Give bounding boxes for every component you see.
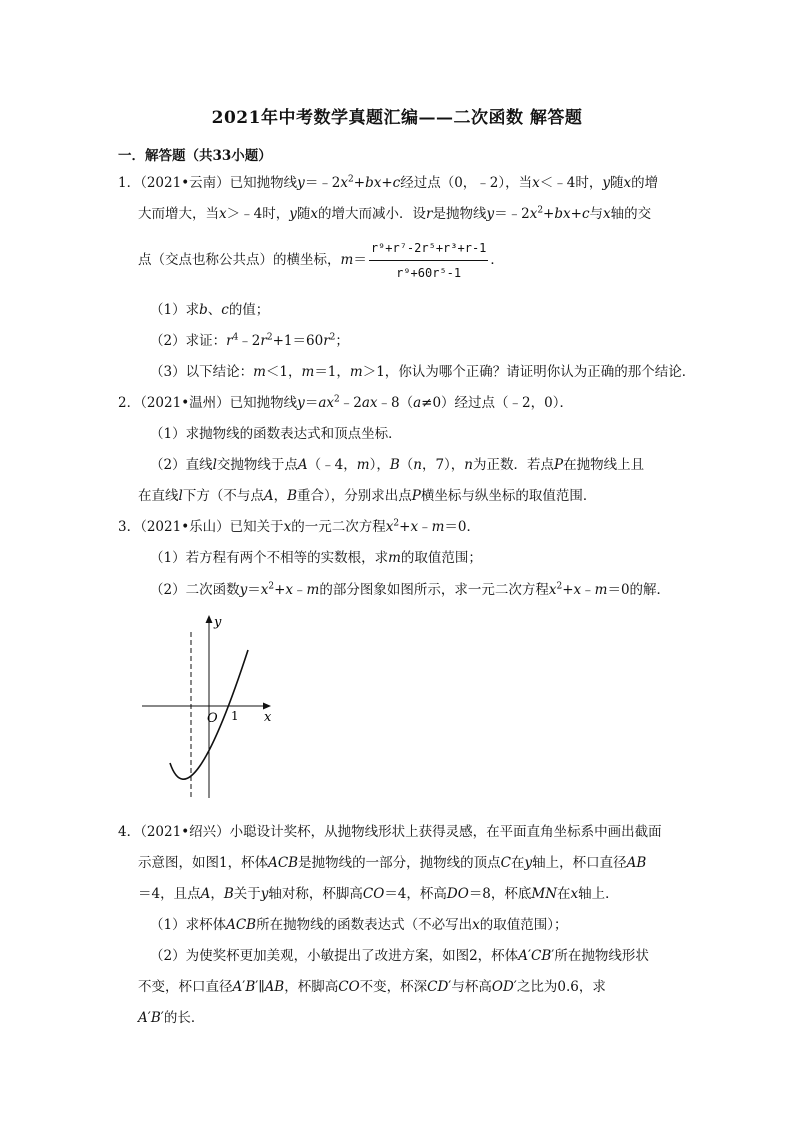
q2-part-2-cont: 在直线l下方（不与点A，B重合），分别求出点P横坐标与纵坐标的取值范围． <box>138 488 597 504</box>
y-axis-label: y <box>214 615 222 630</box>
q4-line-3: ＝4，且点A，B关于y轴对称，杯脚高CO＝4，杯高DO＝8，杯底MN在x轴上． <box>138 886 619 902</box>
q4-part-2: （2）为使奖杯更加美观，小敏提出了改进方案，如图2，杯体A′CB′所在抛物线形状 <box>150 948 649 964</box>
y-axis-arrow <box>206 615 213 623</box>
q1-line-2: 大而增大，当x＞﹣4时，y随x的增大而减小．设r是抛物线$y=﹣2x^2+bx+c$与x轴的交 <box>138 205 652 222</box>
q4-part-1: （1）求杯体ACB所在抛物线的函数表达式（不必写出x的取值范围）； <box>150 917 568 933</box>
q4-part-2-cont: 不变，杯口直径A′B′∥AB，杯脚高CO不变，杯深CD′与杯高OD′之比为0.6，求 <box>138 979 606 995</box>
section-heading: 一．解答题（共33小题） <box>118 148 272 164</box>
q3-part-2: （2）二次函数$y=x^2+x﹣m$的部分图象如图所示，求一元二次方程$x^2+x﹣m=0$的解． <box>150 581 671 598</box>
parabola-figure <box>140 612 280 802</box>
q1-line-1: 1．（2021•云南）已知抛物线$y=﹣2x^2+bx+c$经过点（0，﹣2），当x＜﹣4时，y随x的增 <box>118 174 659 191</box>
q1-part-3: （3）以下结论：m＜1，m＝1，m＞1，你认为哪个正确？请证明你认为正确的那个结论． <box>150 364 696 380</box>
q3-part-1: （1）若方程有两个不相等的实数根，求m的取值范围； <box>150 550 482 566</box>
q1-part-1: （1）求b、c的值； <box>150 302 270 318</box>
q4-part-2-end: A′B′的长． <box>138 1010 205 1026</box>
q1-part-2: （2）求证：$r^4﹣2r^2+1=60r^2$； <box>150 332 349 349</box>
q3-line-1: 3．（2021•乐山）已知关于x的一元二次方程$x^2+x﹣m=0$． <box>118 518 480 535</box>
x-axis-label: x <box>264 710 272 725</box>
m-fraction: $\frac{\text{r⁹+r⁷-2r⁵+r³+r-1}}{\text{r⁹+60r⁵-1}}$ <box>369 238 489 283</box>
origin-label: O <box>207 711 218 726</box>
document-title: 2021年中考数学真题汇编——二次函数 解答题 <box>211 108 583 128</box>
q2-part-2: （2）直线l交抛物线于点A（﹣4，m），B（n，7），n为正数．若点P在抛物线上且 <box>150 457 645 473</box>
q4-line-2: 示意图，如图1，杯体ACB是抛物线的一部分，抛物线的顶点C在y轴上，杯口直径AB <box>138 855 647 871</box>
q4-line-1: 4．（2021•绍兴）小聪设计奖杯，从抛物线形状上获得灵感，在平面直角坐标系中画出截面 <box>118 824 662 840</box>
tick-label-1: 1 <box>231 709 239 723</box>
x-axis-arrow <box>263 703 271 710</box>
q2-part-1: （1）求抛物线的函数表达式和顶点坐标． <box>150 426 402 442</box>
q2-line-1: 2．（2021•温州）已知抛物线$y=ax^2﹣2ax﹣8(a\ne 0)$经过点（﹣2，0）． <box>118 394 573 411</box>
q1-line-3: 点（交点也称公共点）的横坐标，m＝ $\frac{\text{r⁹+r⁷-2r⁵+r³+r-1}}{\text{r⁹+60r⁵-1}}$ ． <box>138 238 504 283</box>
